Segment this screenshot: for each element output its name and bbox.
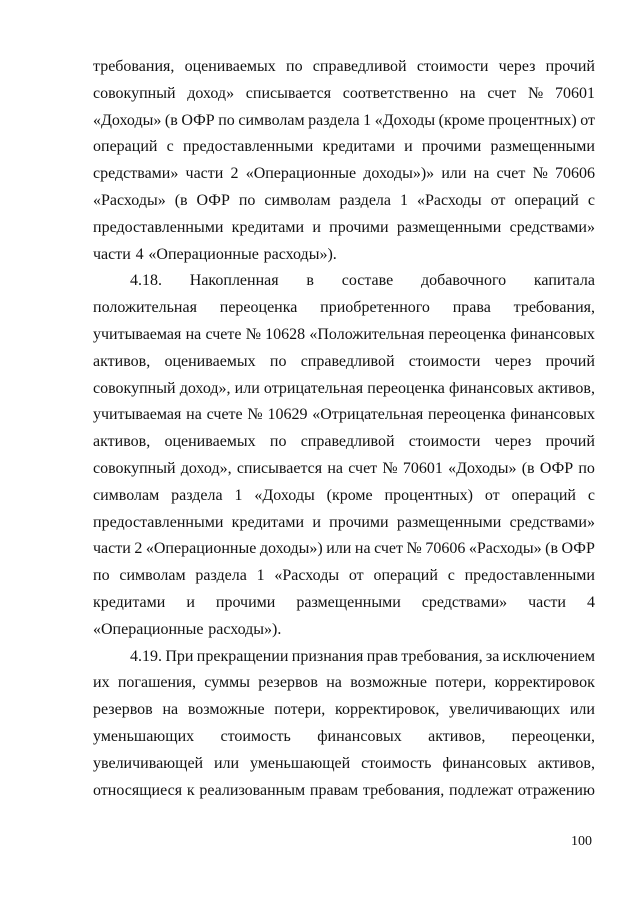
word: кредитами <box>93 593 166 611</box>
word: (в <box>174 191 188 209</box>
word: приобретенного <box>320 299 430 317</box>
word: прочими <box>421 138 482 156</box>
word: на <box>326 674 342 692</box>
word: капитала <box>533 272 595 290</box>
word: возможные <box>350 674 427 692</box>
word: прочими <box>215 593 276 611</box>
word: операций <box>514 191 579 209</box>
word: размещенными <box>490 138 595 156</box>
word: При <box>165 647 194 665</box>
word: ОФР <box>181 111 215 129</box>
word: по <box>269 352 287 370</box>
word: стоимость <box>220 727 291 745</box>
word: «Расходы» <box>93 191 166 209</box>
word: активов, <box>537 379 595 397</box>
word: счет <box>374 540 404 558</box>
text-line <box>93 376 595 403</box>
word: стоимости <box>416 58 489 75</box>
word: уменьшающих <box>93 727 195 745</box>
word: части <box>185 165 224 183</box>
word: предоставленными <box>464 567 595 585</box>
word: доход» <box>187 84 235 102</box>
word: (в <box>545 540 559 558</box>
text-line <box>93 483 595 510</box>
text-line <box>93 617 595 644</box>
word: оцениваемых <box>164 433 256 451</box>
word: раздела <box>171 486 223 504</box>
word: кредитами <box>231 218 305 236</box>
word: «Операционные <box>245 165 357 183</box>
word: прочими <box>329 513 389 531</box>
word: (в <box>164 111 178 129</box>
text-line <box>93 54 595 81</box>
word: «Отрицательная <box>312 406 424 424</box>
text-line <box>93 670 595 697</box>
word: увеличивающей <box>93 754 204 772</box>
word: от <box>348 567 364 585</box>
word: на <box>327 459 343 477</box>
word: и <box>404 138 413 156</box>
word: относящиеся <box>93 781 183 799</box>
word: «Расходы <box>416 191 482 209</box>
word: «Доходы» <box>93 111 162 129</box>
word: активов, <box>93 352 151 370</box>
word: операций <box>511 486 576 504</box>
word: 2 <box>230 165 239 183</box>
word: оцениваемых <box>184 58 276 75</box>
word: добавочного <box>420 272 507 290</box>
word: на <box>186 406 202 424</box>
text-line <box>93 778 595 805</box>
word: средствами» <box>421 593 508 611</box>
word: совокупный <box>93 84 176 102</box>
word: признания <box>291 647 364 665</box>
word: 4 <box>586 593 595 611</box>
word: по <box>286 58 303 75</box>
word: увеличивающих <box>449 701 561 719</box>
word: правам <box>309 781 359 799</box>
word: раздела <box>195 567 247 585</box>
word: резервов <box>93 701 153 719</box>
text-line <box>93 644 595 671</box>
word: размещенными <box>396 218 502 236</box>
word: (в <box>521 459 535 477</box>
word: списывается <box>236 459 323 477</box>
word: операций <box>93 138 158 156</box>
text-line <box>93 108 595 135</box>
word: корректировок, <box>335 701 440 719</box>
word: возможные <box>187 701 265 719</box>
text-line <box>93 429 595 456</box>
text-line <box>93 268 595 295</box>
word: кредитами <box>322 138 395 156</box>
word: и <box>186 593 195 611</box>
word: переоценки, <box>511 727 595 745</box>
word: совокупный <box>93 379 176 397</box>
word: прочий <box>545 433 595 451</box>
word: расходы»). <box>263 245 337 263</box>
word: символам <box>119 567 186 585</box>
word: «Операционные <box>148 245 259 263</box>
word: символам <box>264 191 331 209</box>
word: с <box>587 486 595 504</box>
word: «Доходы» <box>448 459 517 477</box>
word: через <box>498 58 536 75</box>
word: финансовых <box>510 325 595 343</box>
text-line <box>93 590 595 617</box>
word: 70606 <box>555 165 595 183</box>
word: на <box>185 325 202 343</box>
word: учитываемая <box>93 406 182 424</box>
word: расходы»). <box>208 620 282 638</box>
word: № <box>532 165 548 183</box>
word: стоимости <box>408 352 481 370</box>
word: или <box>326 540 352 558</box>
word: по <box>238 191 256 209</box>
word: справедливой <box>300 433 395 451</box>
word: требования, <box>513 299 595 317</box>
text-line <box>93 188 595 215</box>
word: прочими <box>329 218 389 236</box>
word: справедливой <box>300 352 395 370</box>
word: № <box>382 459 398 477</box>
word: соответственно <box>342 84 449 102</box>
word: на <box>473 165 490 183</box>
word: потери, <box>435 674 487 692</box>
word: активов, <box>93 433 151 451</box>
word: прав <box>366 647 398 665</box>
word: отражению <box>517 781 595 799</box>
word: прочий <box>545 58 595 75</box>
word: или <box>441 165 467 183</box>
word: доходы»)» <box>363 165 435 183</box>
word: предоставленными <box>93 218 224 236</box>
word: 4.19. <box>130 647 162 665</box>
word: или <box>234 379 260 397</box>
word: требования, <box>93 58 175 75</box>
word: на <box>459 84 476 102</box>
word: корректировок <box>494 674 595 692</box>
word: процентных) <box>488 111 577 129</box>
word: переоценка <box>427 406 506 424</box>
text-line <box>93 215 595 242</box>
text-line <box>93 349 595 376</box>
word: совокупный <box>93 459 176 477</box>
word: финансовых <box>449 379 534 397</box>
text-line <box>93 81 595 108</box>
word: раздела <box>339 191 392 209</box>
page-number: 100 <box>571 834 592 849</box>
word: на <box>162 701 179 719</box>
word: 70601 <box>402 459 443 477</box>
word: счете <box>206 406 243 424</box>
text-line <box>93 402 595 429</box>
word: реализованным <box>199 781 306 799</box>
word: активов, <box>537 754 595 772</box>
word: переоценка <box>367 379 445 397</box>
word: 10628 <box>265 325 306 343</box>
word: «Операционные <box>93 620 204 638</box>
word: «Расходы» <box>468 540 542 558</box>
word: части <box>528 593 566 611</box>
word: переоценка <box>428 325 507 343</box>
word: № <box>527 84 544 102</box>
text-line <box>93 295 595 322</box>
word: № <box>245 325 261 343</box>
word: № <box>406 540 422 558</box>
word: счете <box>205 325 242 343</box>
word: символам <box>93 486 160 504</box>
word: прочий <box>545 352 595 370</box>
document-body <box>93 54 595 804</box>
word: ОФР <box>196 191 230 209</box>
text-line <box>93 751 595 778</box>
word: 1 <box>363 111 372 129</box>
word: или <box>213 754 240 772</box>
text-line <box>93 242 595 269</box>
text-line <box>93 456 595 483</box>
word: счет <box>487 84 517 102</box>
word: требования, <box>401 647 483 665</box>
word: финансовых <box>442 754 527 772</box>
word: резервов <box>258 674 318 692</box>
word: доход», <box>179 379 231 397</box>
word: уменьшающей <box>249 754 351 772</box>
word: ОФР <box>561 540 595 558</box>
word: кредитами <box>231 513 305 531</box>
word: от <box>484 486 500 504</box>
word: Накопленная <box>189 272 279 290</box>
text-line <box>93 563 595 590</box>
word: суммы <box>204 674 250 692</box>
word: счет <box>348 459 378 477</box>
word: их <box>93 674 110 692</box>
word: ОФР <box>539 459 574 477</box>
word: доходы») <box>259 540 323 558</box>
word: оцениваемых <box>164 352 256 370</box>
word: подлежат <box>449 781 514 799</box>
word: 1 <box>399 191 408 209</box>
word: 4.18. <box>130 272 162 290</box>
word: (кроме <box>326 486 373 504</box>
word: символам <box>238 111 305 129</box>
word: 70601 <box>554 84 595 102</box>
word: «Расходы <box>274 567 340 585</box>
word: справедливой <box>312 58 407 75</box>
word: переоценка <box>219 299 298 317</box>
word: в <box>306 272 314 290</box>
word: № <box>247 406 263 424</box>
word: через <box>494 352 532 370</box>
text-line <box>93 134 595 161</box>
word: «Операционные <box>145 540 257 558</box>
word: финансовых <box>510 406 595 424</box>
text-line <box>93 510 595 537</box>
word: 10629 <box>267 406 308 424</box>
word: с <box>166 138 174 156</box>
word: активов, <box>428 727 486 745</box>
word: по <box>269 433 287 451</box>
word: 2 <box>134 540 143 558</box>
word: и <box>312 218 321 236</box>
word: части <box>93 540 131 558</box>
word: размещенными <box>396 513 502 531</box>
text-line <box>93 161 595 188</box>
word: потери, <box>274 701 326 719</box>
word: по <box>218 111 235 129</box>
text-line <box>93 724 595 751</box>
word: средствами» <box>509 513 595 531</box>
word: «Доходы <box>254 486 315 504</box>
text-line <box>93 536 595 563</box>
word: раздела <box>308 111 360 129</box>
word: (кроме <box>438 111 485 129</box>
word: «Положительная <box>309 325 425 343</box>
word: от <box>580 111 595 129</box>
word: размещенными <box>296 593 401 611</box>
word: составе <box>341 272 394 290</box>
word: через <box>494 433 532 451</box>
word: прекращении <box>196 647 289 665</box>
word: к <box>186 781 195 799</box>
word: права <box>452 299 491 317</box>
word: процентных) <box>384 486 473 504</box>
word: 1 <box>234 486 243 504</box>
word: средствами» <box>93 165 179 183</box>
word: доход», <box>180 459 232 477</box>
word: или <box>569 701 595 719</box>
word: за <box>485 647 500 665</box>
word: 4 <box>135 245 144 263</box>
word: финансовых <box>317 727 402 745</box>
text-line <box>93 322 595 349</box>
text-line <box>93 697 595 724</box>
word: 70606 <box>425 540 466 558</box>
word: средствами» <box>509 218 595 236</box>
word: положительная <box>93 299 197 317</box>
word: операций <box>373 567 438 585</box>
word: с <box>587 191 595 209</box>
word: и <box>312 513 321 531</box>
word: отрицательная <box>263 379 364 397</box>
word: списывается <box>245 84 332 102</box>
word: предоставленными <box>93 513 224 531</box>
word: предоставленными <box>182 138 314 156</box>
word: «Доходы <box>374 111 436 129</box>
word: исключением <box>502 647 595 665</box>
word: по <box>93 567 110 585</box>
word: требования, <box>362 781 445 799</box>
word: погашения, <box>117 674 196 692</box>
word: стоимости <box>408 433 481 451</box>
word: по <box>578 459 595 477</box>
word: учитываемая <box>93 325 182 343</box>
word: стоимость <box>361 754 432 772</box>
word: 1 <box>256 567 265 585</box>
word: счет <box>496 165 526 183</box>
word: на <box>354 540 371 558</box>
word: части <box>93 245 131 263</box>
word: с <box>447 567 455 585</box>
word: от <box>490 191 506 209</box>
